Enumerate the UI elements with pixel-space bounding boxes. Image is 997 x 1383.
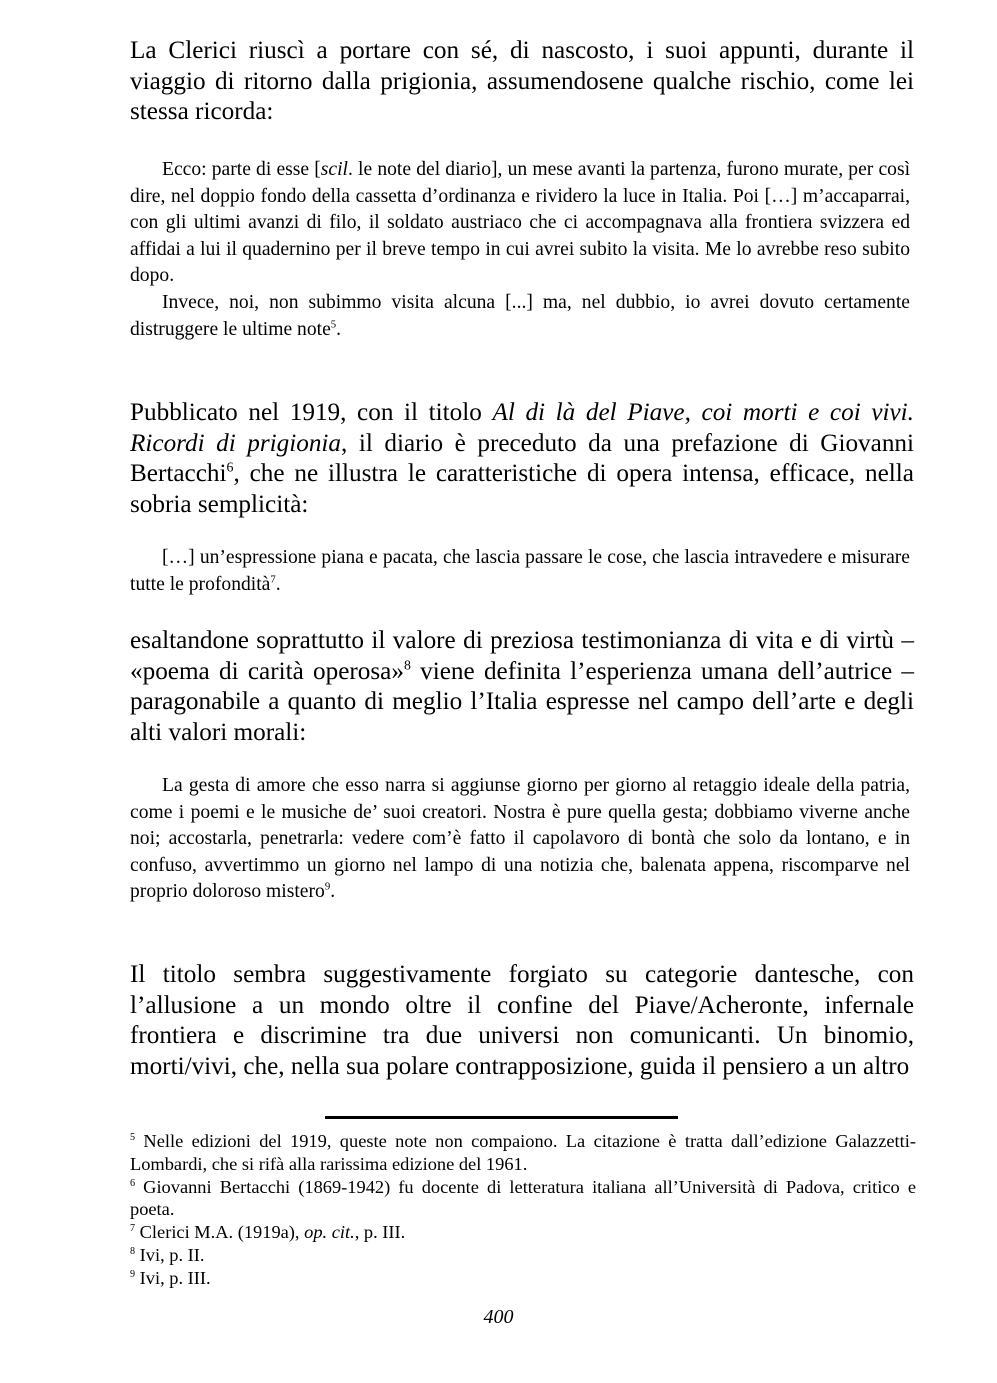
- footnote-number: 5: [130, 1131, 136, 1143]
- block-quote-1: Ecco: parte di esse [scil. le note del diario], un mese avanti la partenza, furono murate, per così dire, nel doppio fondo della cassetta d’ordinanza e rividero la luce in Italia. Poi […] m’accaparrai, con gli ultimi avanzi di filo, il soldato austriaco che ci accompagnava alla frontiera svizzera ed affidai a lui il quadernino per il breve tempo in cui avrei subito la visita. Me lo avrebbe reso subito dopo. Invece, noi, non subimmo visita alcuna [...] ma, nel dubbio, io avrei dovuto certamente distruggere le ultime note$^5$.: [130, 159, 911, 340]
- footnote-7: [130, 1221, 916, 1244]
- block-quote-3: La gesta di amore che esso narra si aggiunse giorno per giorno al retaggio ideale della patria, come i poemi e le musiche de’ suoi creatori. Nostra è pure quella gesta; dobbiamo viverne anche noi; accostarla, penetrarla: vedere com’è fatto il capolavoro di bontà che solo da lontano, e in confuso, avvertimmo un giorno nel lampo di una notizia che, balenata appena, riscomparve nel proprio doloroso mistero$^9$.: [130, 775, 910, 903]
- quote-1-scil: scil: [320, 159, 348, 180]
- footnote-number: 7: [130, 1223, 136, 1235]
- footnote-ref-7: 7: [270, 573, 276, 586]
- footnote-text: Giovanni Bertacchi (1869-1942) fu docente di letteratura italiana all’Università di Padova, critico e poeta.: [130, 1176, 916, 1220]
- footnote-text: Ivi, p. III.: [135, 1267, 211, 1288]
- footnote-number: 6: [130, 1177, 136, 1189]
- footnote-ref-8: 8: [403, 657, 411, 673]
- footnote-6: [130, 1176, 916, 1222]
- paragraph-1: [130, 36, 914, 128]
- footnote-ref-9: 9: [324, 880, 331, 893]
- footnote-separator: [325, 1116, 678, 1119]
- quote-2-text: […] un’espressione piana e pacata, che lascia passare le cose, che lascia intravedere e misurare tutte le profondità: [130, 547, 910, 595]
- paragraph-4: [130, 960, 914, 1082]
- footnote-9: [130, 1267, 916, 1290]
- paragraph-2-text-b: , il diario è preceduto da una prefazione di Giovanni Bertacchi: [130, 429, 915, 487]
- paragraph-3-text-b: viene definita l’esperienza umana dell’autrice – paragonabile a quanto di meglio l’Italia espresse nel campo dell’arte e degli alti valori morali:: [130, 657, 914, 746]
- paragraph-2-text-c: , che ne illustra le caratteristiche di opera intensa, efficace, nella sobria semplicità:: [130, 460, 914, 518]
- paragraph-2-text-a: Pubblicato nel 1919, con il titolo: [130, 399, 493, 426]
- footnote-text: Nelle edizioni del 1919, queste note non compaiono. La citazione è tratta dall’edizione Galazzetti-Lombardi, che si rifà alla rarissima edizione del 1961.: [130, 1131, 916, 1174]
- paragraph-3-text-a: esaltandone soprattutto il valore di preziosa testimonianza di vita e di virtù – «poema di carità operosa»: [130, 627, 914, 685]
- paragraph-2: [130, 398, 914, 520]
- footnote-text-a: Clerici M.A. (1919a),: [135, 1222, 305, 1243]
- footnote-number: 9: [130, 1268, 136, 1280]
- book-title: Al di là del Piave, coi morti e coi vivi. Ricordi di prigionia: [130, 399, 914, 457]
- footnote-text: Ivi, p. II.: [135, 1244, 205, 1265]
- footnote-text-b: , p. III.: [354, 1222, 406, 1243]
- quote-1-text-a: Ecco: parte di esse [: [162, 159, 321, 180]
- footnote-text-italic: op. cit.: [304, 1222, 355, 1243]
- paragraph-1-text: La Clerici riuscì a portare con sé, di nascosto, i suoi appunti, durante il viaggio di ritorno dalla prigionia, assumendosene qualche rischio, come lei stessa ricorda:: [130, 37, 914, 125]
- footnote-ref-5: 5: [330, 318, 337, 331]
- footnote-5: [130, 1130, 916, 1176]
- page-number: 400: [483, 1306, 514, 1328]
- paragraph-3: [130, 626, 914, 748]
- footnote-ref-6: 6: [226, 459, 234, 475]
- quote-3-text: La gesta di amore che esso narra si aggiunse giorno per giorno al retaggio ideale della patria, come i poemi e le musiche de’ suoi creatori. Nostra è pure quella gesta; dobbiamo viverne anche noi; accostarla, penetrarla: vedere com’è fatto il capolavoro di bontà che solo da lontano, e in confuso, avvertimmo un giorno nel lampo di una notizia che, balenata appena, riscomparve nel proprio doloroso mistero: [130, 775, 910, 903]
- footnote-8: [130, 1244, 916, 1267]
- quote-1-text-b: . le note del diario], un mese avanti la partenza, furono murate, per così dire, nel doppio fondo della cassetta d’ordinanza e rividero la luce in Italia. Poi […] m’accaparrai, con gli ultimi avanzi di filo, il soldato austriaco che ci accompagnava alla frontiera svizzera ed affidai a lui il quadernino per il breve tempo in cui avrei subito la visita. Me lo avrebbe reso subito dopo.: [130, 159, 911, 287]
- quote-1-text-c: Invece, noi, non subimmo visita alcuna [...] ma, nel dubbio, io avrei dovuto certamente distruggere le ultime note: [130, 291, 910, 340]
- block-quote-2: […] un’espressione piana e pacata, che lascia passare le cose, che lascia intravedere e misurare tutte le profondità$^7$.: [130, 547, 910, 595]
- paragraph-4-text: Il titolo sembra suggestivamente forgiato su categorie dantesche, con l’allusione a un mondo oltre il confine del Piave/Acheronte, infernale frontiera e discrimine tra due universi non comunicanti. Un binomio, morti/vivi, che, nella sua polare contrapposizione, guida il pensiero a un altro: [130, 961, 914, 1080]
- footnotes: [130, 1130, 916, 1290]
- footnote-number: 8: [130, 1245, 136, 1257]
